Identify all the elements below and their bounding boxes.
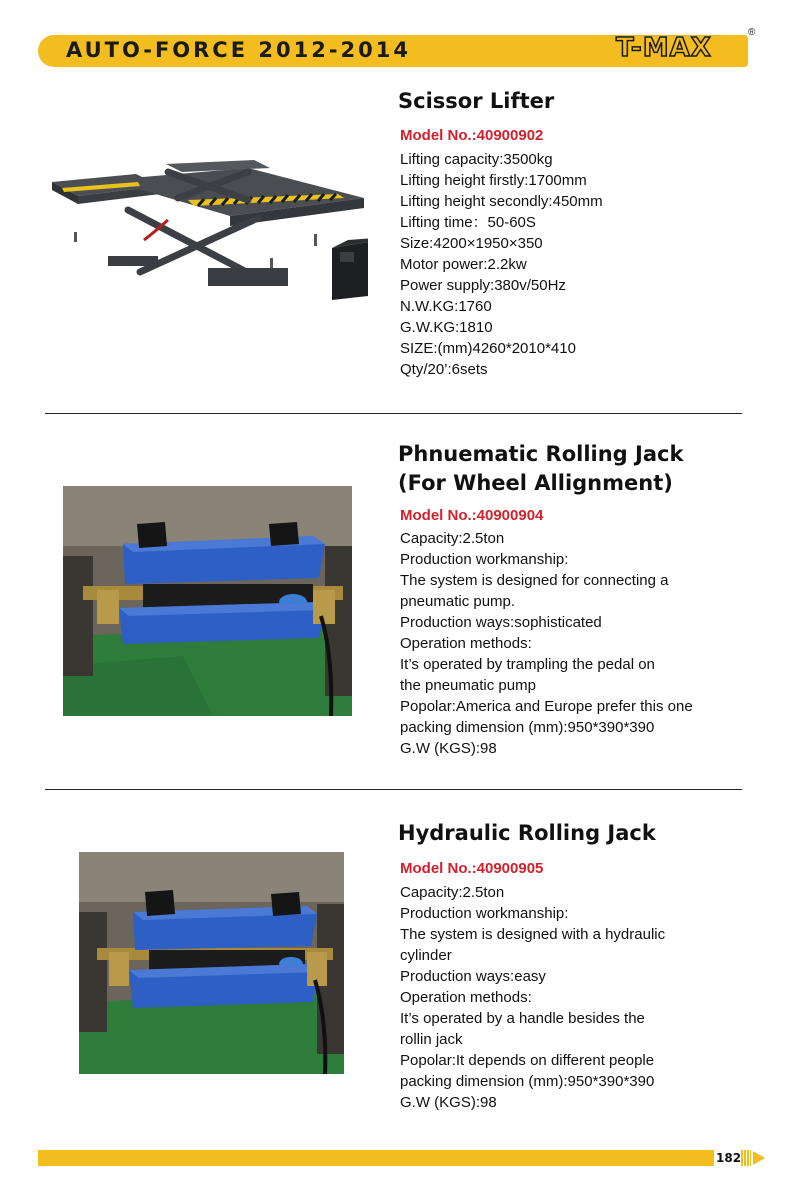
pneumatic-jack-photo [63,486,352,716]
next-arrow-icon [753,1151,765,1165]
spec-item: Popolar:America and Europe prefer this one [400,698,693,715]
spec-item: G.W (KGS):98 [400,1094,497,1111]
spec-item: Production workmanship: [400,905,569,922]
brand-logo-text: T-MAX [616,33,712,63]
spec-item: Operation methods: [400,989,532,1006]
spec-item: the pneumatic pump [400,677,536,694]
spec-item: Operation methods: [400,635,532,652]
footer-bar [38,1150,714,1166]
model-number: Model No.:40900902 [400,127,544,144]
page-number: 182 [716,1151,742,1165]
product-title: Hydraulic Rolling Jack [398,821,656,845]
spec-item: Lifting height secondly:450mm [400,193,603,210]
spec-item: rollin jack [400,1031,463,1048]
spec-item: Lifting time：50-60S [400,214,536,231]
spec-item: Lifting capacity:3500kg [400,151,553,168]
spec-item: Power supply:380v/50Hz [400,277,566,294]
spec-list [400,528,693,759]
spec-item: Qty/20’:6sets [400,361,488,378]
spec-item: N.W.KG:1760 [400,298,492,315]
spec-item: packing dimension (mm):950*390*390 [400,719,655,736]
spec-item: Capacity:2.5ton [400,884,505,901]
spec-item: G.W.KG:1810 [400,319,493,336]
section-divider [45,789,742,790]
product-title: Phnuematic Rolling Jack [398,442,684,466]
scissor-lifter-photo [48,160,368,300]
spec-item: The system is designed with a hydraulic [400,926,666,943]
spec-list [400,882,665,1113]
spec-item: pneumatic pump. [400,593,516,610]
spec-item: G.W (KGS):98 [400,740,497,757]
spec-item: cylinder [400,947,452,964]
spec-item: Size:4200×1950×350 [400,235,543,252]
page-header [38,27,756,69]
footer-stripes [741,1150,751,1166]
brand-logo [616,21,756,73]
spec-item: Production ways:sophisticated [400,614,602,631]
spec-item: SIZE:(mm)4260*2010*410 [400,340,576,357]
spec-item: Production ways:easy [400,968,546,985]
spec-item: Capacity:2.5ton [400,530,505,547]
model-number: Model No.:40900904 [400,507,544,524]
spec-item: It’s operated by a handle besides the [400,1010,645,1027]
registered-mark: ® [748,27,756,38]
spec-item: Popolar:It depends on different people [400,1052,655,1069]
section-divider [45,413,742,414]
hydraulic-jack-photo [79,852,344,1074]
header-title: AUTO-FORCE 2012-2014 [66,38,411,62]
spec-item: Lifting height firstly:1700mm [400,172,587,189]
model-number: Model No.:40900905 [400,860,544,877]
product-title: Scissor Lifter [398,89,555,113]
spec-item: Motor power:2.2kw [400,256,527,273]
product-subtitle: (For Wheel Allignment) [398,471,673,495]
spec-item: Production workmanship: [400,551,569,568]
spec-list [400,149,603,380]
spec-item: packing dimension (mm):950*390*390 [400,1073,655,1090]
spec-item: The system is designed for connecting a [400,572,669,589]
spec-item: It’s operated by trampling the pedal on [400,656,655,673]
